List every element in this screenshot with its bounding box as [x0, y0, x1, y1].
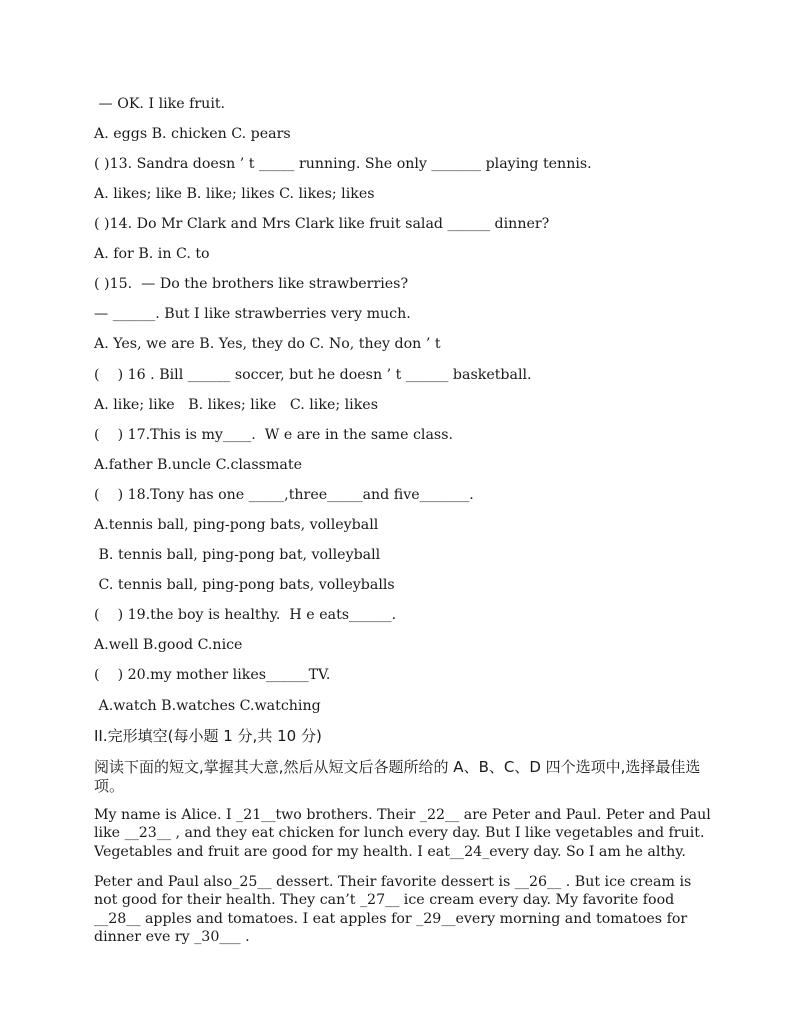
question-20: ( ) 20.my mother likes______TV. — [94, 667, 331, 683]
options-16: A. like; like B. likes; like C. like; likes — [94, 397, 378, 413]
option-18-c: C. tennis ball, ping-pong bats, volleyballs — [94, 577, 395, 593]
question-14: ( )14. Do Mr Clark and Mrs Clark like fruit salad ______ dinner? — [94, 216, 550, 232]
options-13: A. likes; like B. like; likes C. likes; likes — [94, 186, 375, 202]
answer-line-15: — ______. But I like strawberries very much. — [94, 306, 411, 322]
options-12: A. eggs B. chicken C. pears — [94, 126, 291, 142]
section-heading: II.完形填空(每小题 1 分,共 10 分) — [94, 727, 322, 745]
options-17: A.father B.uncle C.classmate — [94, 457, 302, 473]
question-19: ( ) 19.the boy is healthy. H e eats______. — [94, 607, 397, 623]
question-17: ( ) 17.This is my____. W e are in the same class. — [94, 427, 453, 443]
question-13: ( )13. Sandra doesn ’ t _____ running. She only _______ playing tennis. — [94, 156, 592, 172]
passage-paragraph-1: My name is Alice. I _21__two brothers. Their _22__ are Peter and Paul. Peter and Paul like __23__ , and they eat chicken for lunch every day. But I like vegetables and fruit. Vegetables and fruit are good for my health. I eat__24_every day. So I am he althy. — [94, 807, 711, 860]
section-instruction: 阅读下面的短文,掌握其大意,然后从短文后各题所给的 A、B、C、D 四个选项中,选择最佳选项。 — [94, 758, 701, 795]
options-15: A. Yes, we are B. Yes, they do C. No, they don ’ t — [94, 336, 441, 352]
options-20: A.watch B.watches C.watching — [94, 698, 321, 714]
options-14: A. for B. in C. to — [94, 246, 210, 262]
passage-paragraph-2: Peter and Paul also_25__ dessert. Their favorite dessert is __26__ . But ice cream is not good for their health. They can’t _27__ ice cream every day. My favorite food __28__ apples and tomatoes. I eat apples for _29__every morning and tomatoes for dinner eve ry _30___ . — [94, 874, 692, 945]
question-15: ( )15. — Do the brothers like strawberries? — [94, 276, 409, 292]
options-19: A.well B.good C.nice — [94, 637, 243, 653]
answer-line-12: — OK. I like fruit. — [94, 96, 226, 112]
question-16: ( ) 16 . Bill ______ soccer, but he doesn ’ t ______ basketball. — [94, 367, 532, 383]
option-18-b: B. tennis ball, ping-pong bat, volleyball — [94, 547, 381, 563]
option-18-a: A.tennis ball, ping-pong bats, volleyball — [94, 517, 379, 533]
question-18: ( ) 18.Tony has one _____,three_____and five_______. — [94, 487, 474, 503]
